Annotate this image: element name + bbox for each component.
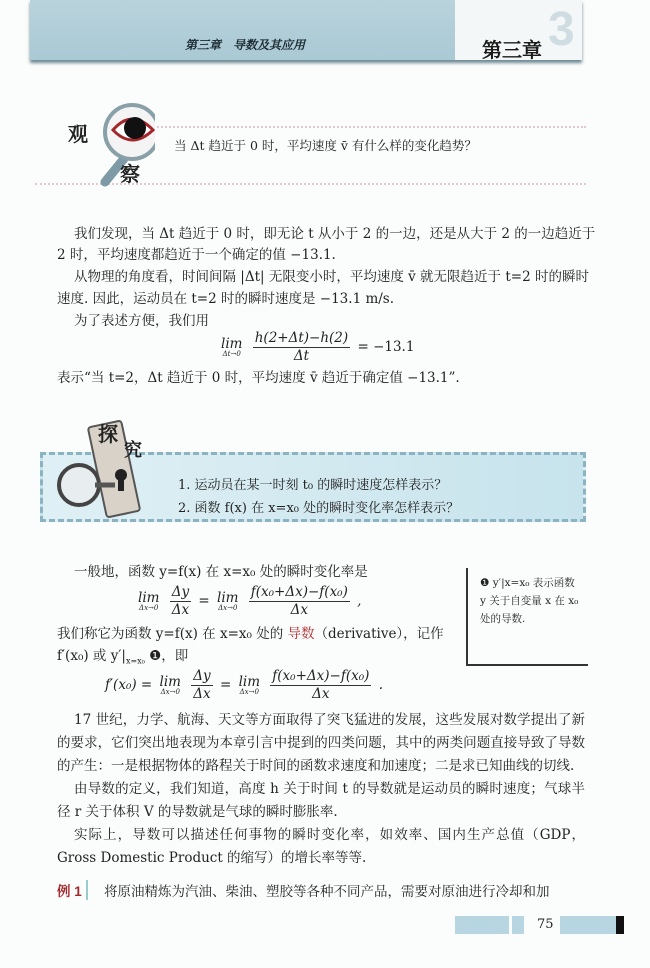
explore-label-2: 究: [124, 440, 142, 461]
equals: =: [198, 593, 210, 609]
paragraph-line: 17 世纪，力学、航海、天文等方面取得了突飞猛进的发展，这些发展对数学提出了新: [74, 712, 585, 728]
lim-subscript: Δx→0: [218, 603, 238, 612]
paragraph-line: 2 时，平均速度都趋近于一个确定的值 −13.1.: [57, 247, 336, 263]
paragraph-line: 为了表述方便，我们用: [74, 313, 209, 329]
numerator: f(x₀+Δx)−f(x₀): [272, 668, 370, 684]
denominator: Δx: [290, 602, 308, 618]
lim: lim: [217, 589, 239, 606]
denominator: Δt: [293, 348, 310, 364]
paragraph-line: 一般地，函数 y=f(x) 在 x=x₀ 处的瞬时变化率是: [74, 564, 368, 580]
formula-rhs: = −13.1: [357, 339, 415, 355]
text: f′(x₀) 或 y′|: [57, 648, 126, 664]
observe-label-1: 观: [68, 122, 88, 146]
subscript: x=x₀: [125, 656, 145, 666]
equals: =: [219, 677, 232, 693]
paragraph-line: 的产生：一是根据物体的路程关于时间的函数求速度和加速度；二是求已知曲线的切线.: [57, 758, 575, 774]
observe-question: 当 Δt 趋近于 0 时，平均速度 v̄ 有什么样的变化趋势？: [174, 138, 477, 153]
lim: lim: [159, 673, 181, 690]
paragraph-line: [57, 624, 457, 644]
lim-subscript: Δx→0: [160, 687, 180, 696]
formula-lhs: f′(x₀) =: [105, 677, 153, 693]
punctuation: ,: [357, 593, 362, 609]
example-label: 例 1: [57, 880, 88, 900]
text: ❶，即: [144, 648, 189, 664]
footer-decor-bar: [616, 916, 624, 934]
chapter-label: 第三章: [482, 40, 542, 62]
paragraph-line: 从物理的角度看，时间间隔 |Δt| 无限变小时，平均速度 v̄ 就无限趋近于 t=2 时的瞬时: [74, 269, 589, 285]
denominator: Δx: [171, 602, 190, 618]
numerator: f(x₀+Δx)−f(x₀): [250, 584, 348, 600]
observe-top-divider: [150, 126, 586, 128]
text: 我们称它为函数 y=f(x) 在 x=x₀ 处的: [57, 626, 288, 642]
chapter-number-watermark: 3: [548, 3, 575, 56]
margin-footnote: ❶ y′|x=x₀ 表示函数 y 关于自变量 x 在 x₀ 处的导数.: [466, 568, 588, 666]
explore-label-1: 探: [98, 422, 118, 446]
paragraph-line: 实际上，导数可以描述任何事物的瞬时变化率，如效率、国内生产总值（GDP，: [74, 827, 585, 843]
observe-label-2: 察: [120, 162, 140, 186]
footer-decor-bar: [455, 916, 509, 934]
lim-subscript: Δt→0: [222, 349, 241, 358]
text: （derivative），记作: [314, 626, 444, 642]
numerator: Δy: [171, 584, 190, 600]
lim: lim: [138, 589, 160, 606]
denominator: Δx: [312, 686, 330, 702]
limit-formula-2: [135, 584, 361, 619]
paragraph-line: 速度. 因此，运动员在 t=2 时的瞬时速度是 −13.1 m/s.: [57, 291, 395, 307]
derivative-term: 导数: [287, 626, 315, 642]
example-text: 将原油精炼为汽油、柴油、塑胶等各种不同产品，需要对原油进行冷却和加: [104, 884, 550, 900]
explore-question-1: 1. 运动员在某一时刻 t₀ 的瞬时速度怎样表示？: [178, 478, 448, 493]
lim-subscript: Δx→0: [239, 687, 259, 696]
numerator: Δy: [193, 668, 211, 684]
paragraph-line: 我们发现，当 Δt 趋近于 0 时，即无论 t 从小于 2 的一边，还是从大于 2 的一边趋近于: [74, 226, 596, 242]
numerator: h(2+Δt)−h(2): [254, 330, 349, 346]
lim: lim: [238, 673, 260, 690]
paragraph-line: 径 r 关于体积 V 的导数就是气球的瞬时膨胀率.: [57, 804, 338, 820]
explore-question-2: 2. 函数 f(x) 在 x=x₀ 处的瞬时变化率怎样表示？: [178, 501, 460, 516]
running-header-title: 第三章 导数及其应用: [185, 38, 306, 52]
limit-formula-1: [218, 330, 414, 365]
lim-subscript: Δx→0: [139, 603, 159, 612]
paragraph-line: 表示“当 t=2，Δt 趋近于 0 时，平均速度 v̄ 趋近于确定值 −13.1”.: [57, 370, 460, 386]
paragraph-line: Gross Domestic Product 的缩写）的增长率等等.: [57, 850, 367, 866]
punctuation: .: [378, 677, 383, 693]
derivative-formula: [105, 668, 383, 703]
footer-decor-bar: [512, 916, 524, 934]
paragraph-line: 的要求，它们突出地表现为本章引言中提到的四类问题，其中的两类问题直接导致了导数: [57, 735, 585, 751]
paragraph-line: 由导数的定义，我们知道，高度 h 关于时间 t 的导数就是运动员的瞬时速度；气球半: [74, 781, 585, 797]
denominator: Δx: [193, 686, 211, 702]
footer-decor-bar: [560, 916, 616, 934]
page-number: 75: [537, 917, 554, 932]
lim: lim: [221, 335, 243, 352]
